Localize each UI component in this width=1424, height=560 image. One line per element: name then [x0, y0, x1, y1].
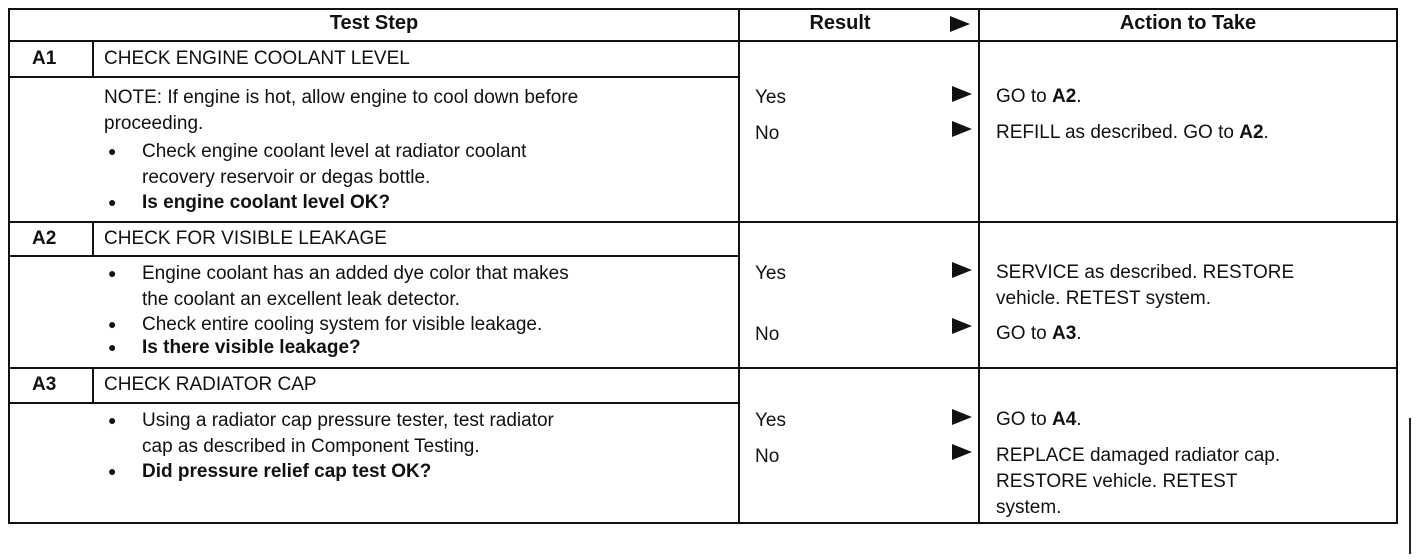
a1-note-line2: proceeding. [104, 113, 204, 134]
a2-action-no: GO to A3. [996, 323, 1082, 344]
header-result: Result [809, 11, 871, 34]
a1-result-no: No [755, 123, 780, 144]
a2-result-yes: Yes [755, 263, 786, 284]
a3-result-no: No [755, 446, 780, 467]
a2-id-divider [92, 221, 94, 255]
result-column-divider [738, 8, 740, 524]
a2-bullet2: Check entire cooling system for visible leakage. [142, 314, 543, 335]
a1-action-yes: GO to A2. [996, 86, 1082, 107]
bullet-icon: ● [108, 194, 117, 210]
a1-bottom-divider [8, 221, 1398, 223]
bullet-icon: ● [108, 316, 117, 332]
page-edge-mark [1409, 418, 1411, 554]
a2-bullet3: Is there visible leakage? [142, 337, 361, 358]
a3-bullet2: Did pressure relief cap test OK? [142, 461, 432, 482]
a2-title-divider [8, 255, 738, 257]
a2-result-no: No [755, 324, 780, 345]
a2-bullet1-line2: the coolant an excellent leak detector. [142, 289, 460, 310]
step-id-a3: A3 [32, 374, 57, 395]
a1-note-line1: NOTE: If engine is hot, allow engine to cool down before [104, 87, 579, 108]
a1-bullet2: Is engine coolant level OK? [142, 192, 391, 213]
step-title-a2: CHECK FOR VISIBLE LEAKAGE [104, 228, 387, 249]
a2-action-yes: SERVICE as described. RESTORE vehicle. RETEST system. [996, 262, 1295, 309]
bullet-icon: ● [108, 412, 117, 428]
a2-bottom-divider [8, 367, 1398, 369]
a1-result-yes: Yes [755, 87, 786, 108]
arrow-icon [952, 121, 972, 137]
a2-bullet1-line1: Engine coolant has an added dye color that makes [142, 263, 569, 284]
a1-id-divider [92, 40, 94, 76]
step-title-a1: CHECK ENGINE COOLANT LEVEL [104, 48, 410, 69]
step-title-a3: CHECK RADIATOR CAP [104, 374, 317, 395]
arrow-icon [952, 409, 972, 425]
arrow-icon [952, 444, 972, 460]
a3-bullet1-line2: cap as described in Component Testing. [142, 436, 480, 457]
step-id-a2: A2 [32, 228, 57, 249]
a1-title-divider [8, 76, 738, 78]
a1-action-no: REFILL as described. GO to A2. [996, 122, 1269, 143]
a1-bullet1-line1: Check engine coolant level at radiator coolant [142, 141, 527, 162]
a1-bullet1-line2: recovery reservoir or degas bottle. [142, 167, 431, 188]
arrow-icon [952, 86, 972, 102]
arrow-icon [952, 262, 972, 278]
a3-action-yes: GO to A4. [996, 409, 1082, 430]
a3-id-divider [92, 367, 94, 402]
step-id-a1: A1 [32, 48, 57, 69]
bullet-icon: ● [108, 265, 117, 281]
header-test-step: Test Step [329, 11, 419, 34]
header-divider [8, 40, 1398, 42]
bullet-icon: ● [108, 463, 117, 479]
header-action: Action to Take [1119, 11, 1257, 34]
a3-bullet1-line1: Using a radiator cap pressure tester, test radiator [142, 410, 554, 431]
a3-result-yes: Yes [755, 410, 786, 431]
a3-action-no: REPLACE damaged radiator cap. RESTORE vehicle. RETEST system. [996, 445, 1281, 518]
action-column-divider [978, 8, 980, 524]
bullet-icon: ● [108, 339, 117, 355]
header-arrow-icon [950, 16, 970, 32]
bullet-icon: ● [108, 143, 117, 159]
arrow-icon [952, 318, 972, 334]
a3-title-divider [8, 402, 738, 404]
